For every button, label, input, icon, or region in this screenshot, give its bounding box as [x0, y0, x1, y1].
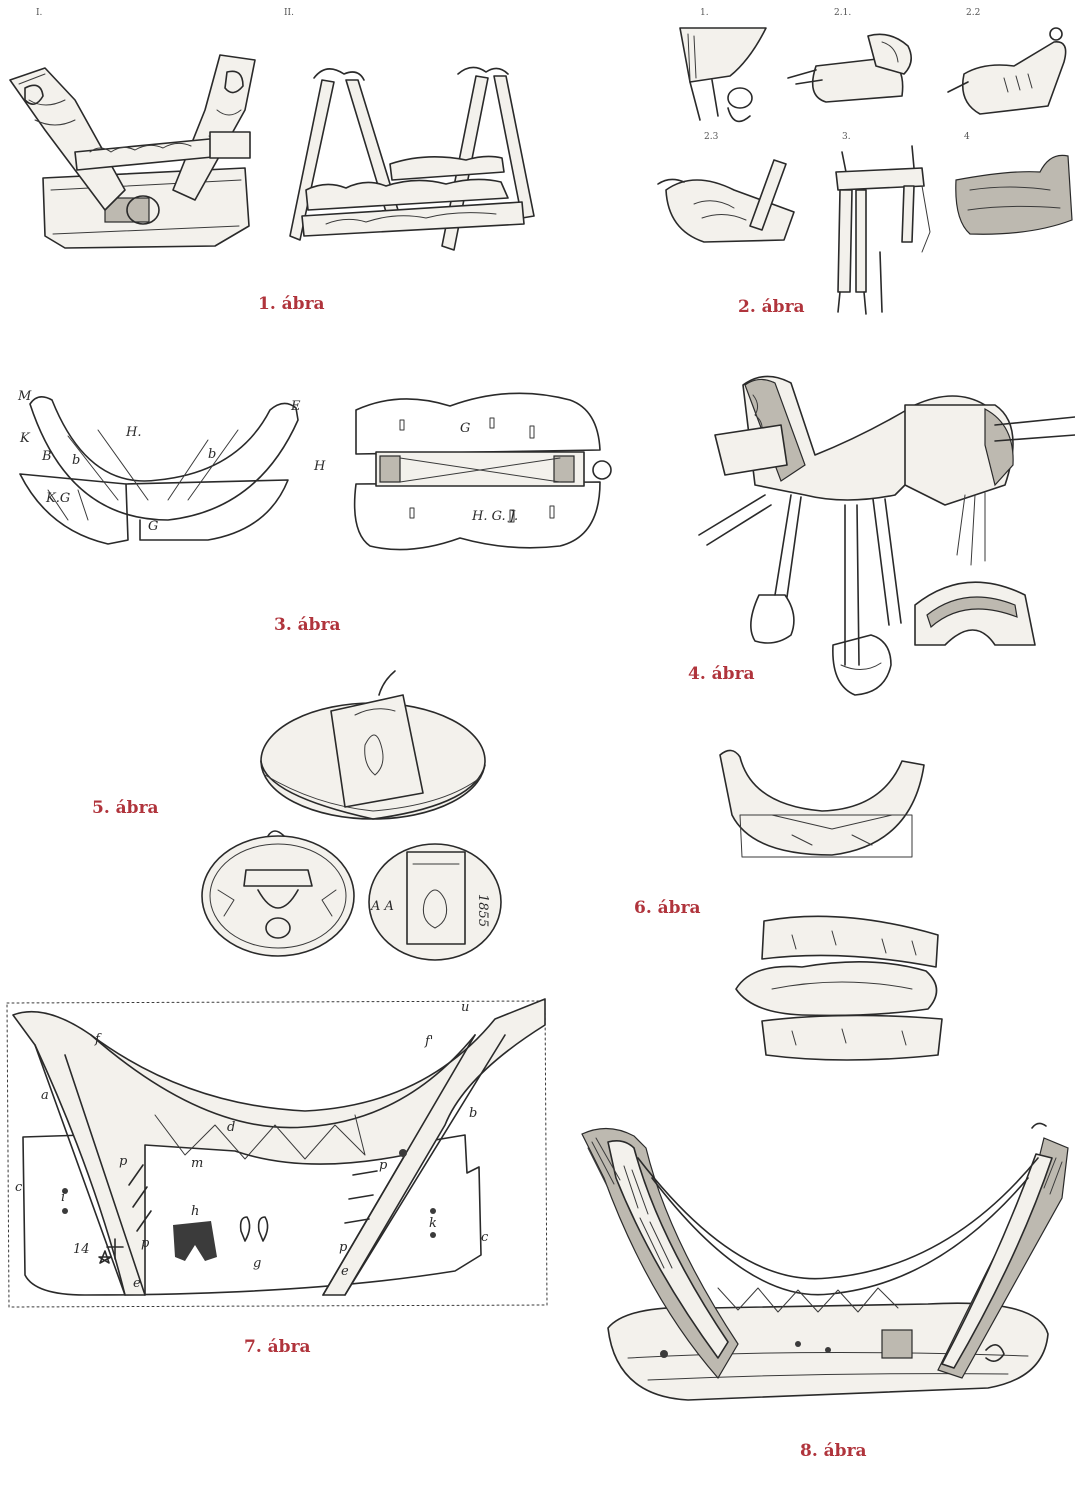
- fig7-letter-m: m: [191, 1156, 204, 1171]
- svg-text:H.: H.: [126, 425, 142, 440]
- fig2-label-1: 1.: [700, 8, 709, 18]
- fig2-drawing-2-1: [786, 26, 926, 116]
- svg-text:H: H: [314, 459, 326, 474]
- svg-text:E: E: [291, 399, 301, 414]
- fig7-caption: 7. ábra: [244, 1337, 311, 1357]
- fig3-right-diagram: [310, 370, 625, 570]
- fig7-letter-u: u: [461, 1000, 470, 1015]
- fig7-number-14: 14: [73, 1242, 90, 1257]
- fig2-caption: 2. ábra: [738, 297, 805, 317]
- fig7-letter-p3: p: [379, 1158, 388, 1173]
- fig4-caption: 4. ábra: [688, 664, 755, 684]
- fig2-label-3: 3.: [842, 132, 851, 142]
- fig4-saddle-with-stirrups-drawing: [695, 365, 1075, 705]
- fig7-labeled-saddle-diagram: [5, 995, 550, 1313]
- fig5-board-front-drawing: [198, 830, 360, 960]
- fig7-letter-p2: p: [141, 1236, 150, 1251]
- fig6-saddle-top-drawing: [722, 905, 957, 1077]
- fig6-saddle-side-drawing: [712, 745, 937, 870]
- fig6-caption: 6. ábra: [634, 898, 701, 918]
- fig8-saddle-tree-engraving: [568, 1118, 1073, 1420]
- fig2-label-2-2: 2.2: [966, 8, 981, 18]
- fig1-caption: 1. ábra: [258, 294, 325, 314]
- fig7-letter-c-right: c: [481, 1230, 489, 1245]
- fig7-letter-d: d: [227, 1120, 236, 1135]
- fig1-saddle-i-drawing: [5, 40, 260, 255]
- fig7-letter-h: h: [191, 1204, 200, 1219]
- fig7-letter-p1: p: [119, 1154, 128, 1169]
- fig7-letter-b: b: [469, 1106, 478, 1121]
- fig3-left-diagram: [8, 380, 308, 560]
- fig7-letter-e-right: e: [341, 1264, 349, 1279]
- svg-text:G: G: [148, 519, 159, 534]
- svg-text:b: b: [208, 447, 217, 462]
- fig5-caption: 5. ábra: [92, 798, 159, 818]
- fig7-letter-p4: p: [339, 1240, 348, 1255]
- svg-text:B: B: [42, 449, 52, 464]
- fig5-board-back-drawing: [365, 840, 507, 965]
- fig2-drawing-4: [950, 150, 1075, 240]
- fig7-letter-f-left: f: [95, 1032, 100, 1047]
- fig7-letter-f-right: f': [425, 1034, 434, 1049]
- svg-text:b: b: [72, 453, 81, 468]
- fig3-caption: 3. ábra: [274, 615, 341, 635]
- fig7-letter-e-left: e: [133, 1276, 141, 1291]
- svg-text:H. G. J.: H. G. J.: [472, 509, 519, 524]
- svg-text:K.G: K.G: [46, 491, 71, 506]
- fig2-drawing-2-3: [654, 150, 824, 250]
- svg-text:1855: 1855: [475, 894, 490, 928]
- fig7-letter-g: g: [253, 1256, 262, 1271]
- svg-text:G: G: [460, 421, 471, 436]
- fig7-letter-a: a: [41, 1088, 49, 1103]
- fig2-label-2-1: 2.1.: [834, 8, 852, 18]
- fig2-label-2-3: 2.3: [704, 132, 719, 142]
- fig1-saddle-ii-drawing: [286, 40, 551, 255]
- fig1-label-i: I.: [36, 8, 43, 18]
- fig5-board-perspective-drawing: [255, 665, 495, 835]
- fig2-drawing-3: [826, 142, 936, 317]
- fig8-caption: 8. ábra: [800, 1441, 867, 1461]
- fig1-label-ii: II.: [284, 8, 294, 18]
- fig7-letter-c-left: c: [15, 1180, 23, 1195]
- svg-text:M: M: [18, 389, 32, 404]
- svg-text:K: K: [20, 431, 30, 446]
- fig2-drawing-1: [670, 20, 780, 130]
- fig2-drawing-2-2: [944, 22, 1074, 122]
- fig2-label-4: 4: [964, 132, 970, 142]
- fig7-letter-i: i: [61, 1190, 66, 1205]
- svg-text:A A: A A: [371, 899, 394, 914]
- fig7-letter-k: k: [429, 1216, 437, 1231]
